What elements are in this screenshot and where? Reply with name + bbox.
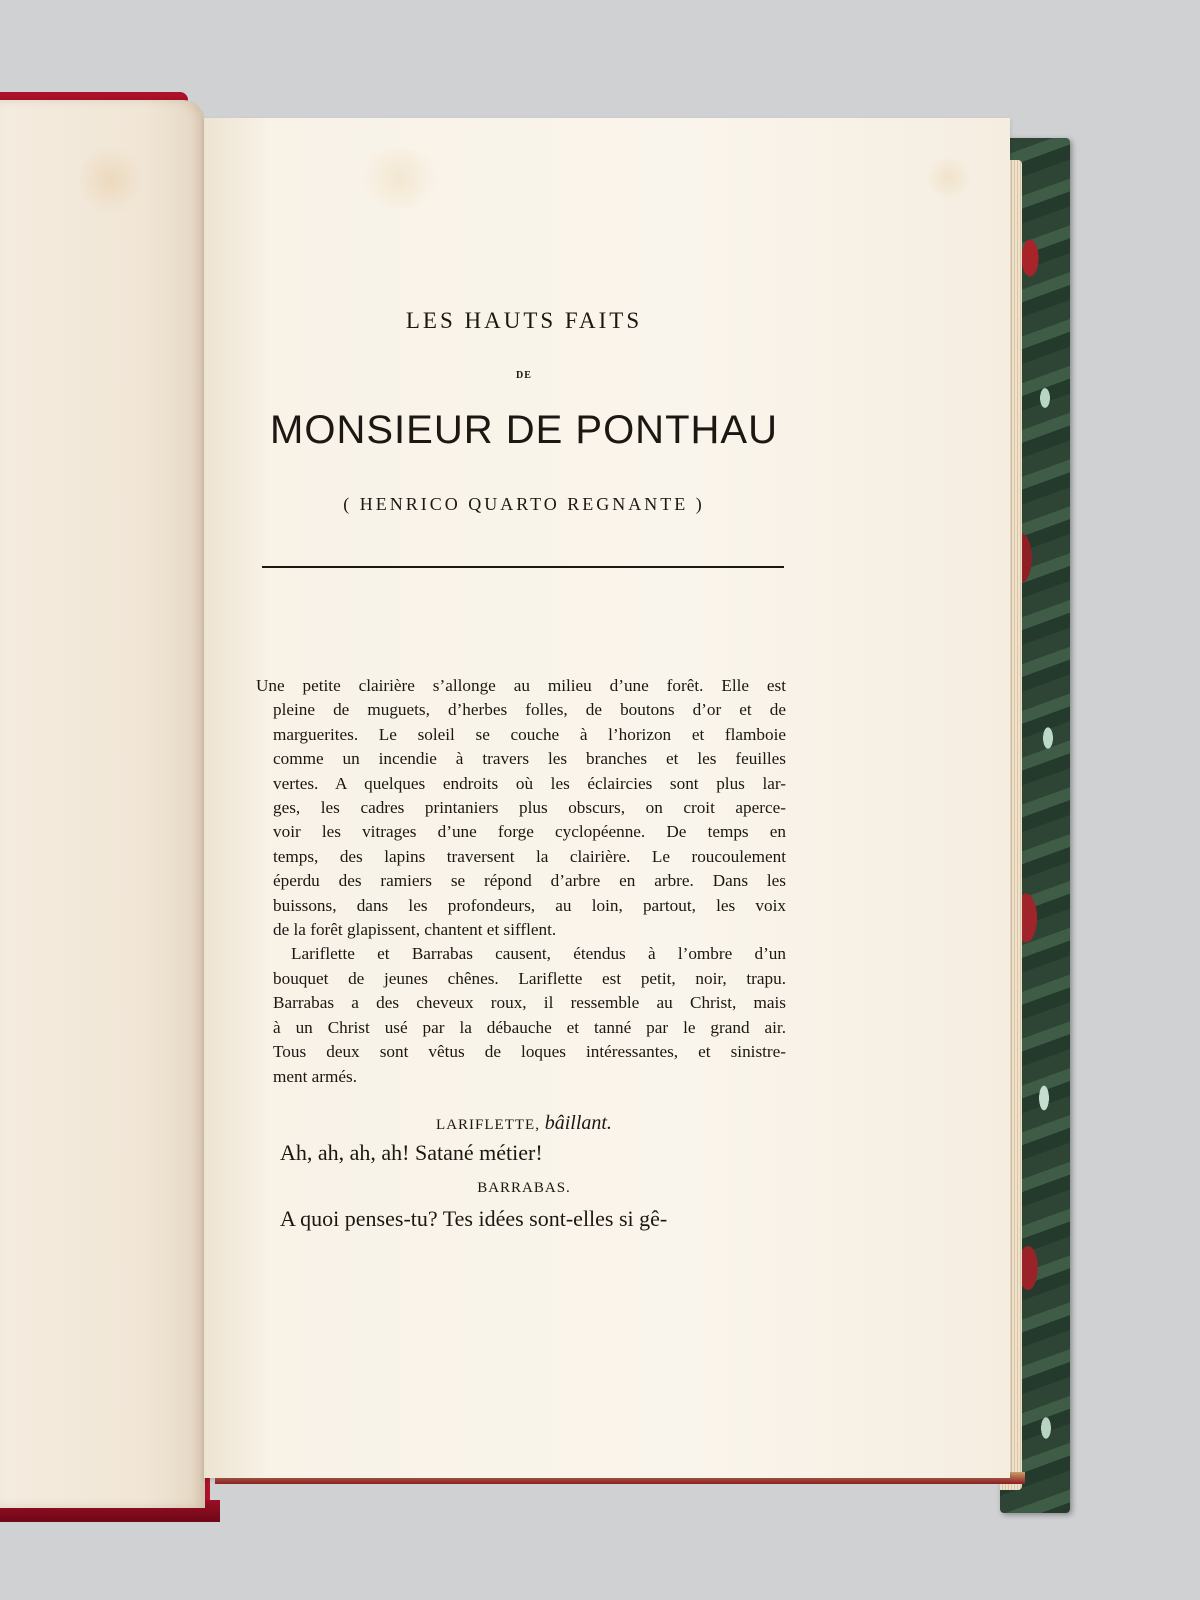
main-title: MONSIEUR DE PONTHAU	[270, 408, 778, 452]
speaker-barrabas: BARRABAS.	[477, 1180, 571, 1196]
text-line: ment armés.	[273, 1066, 357, 1086]
text-line: bouquet de jeunes chênes. Lariflette est petit, noir, trapu.	[273, 968, 786, 988]
left-page	[0, 100, 205, 1508]
text-line: voir les vitrages d’une forge cyclopéenne. De temps en	[273, 822, 786, 842]
text-line: ges, les cadres printaniers plus obscurs, on croit aperce-	[273, 798, 786, 818]
speaker-lariflette	[204, 1112, 844, 1135]
subtitle: ( HENRICO QUARTO REGNANTE )	[343, 494, 705, 514]
foxing-spot	[80, 140, 140, 220]
text-line: temps, des lapins traversent la clairière. Le roucoulement	[273, 846, 786, 866]
text-line: marguerites. Le soleil se couche à l’horizon et flamboie	[273, 724, 786, 744]
right-page	[204, 118, 1010, 1478]
text-line: de la forêt glapissent, chantent et sifflent.	[273, 920, 557, 940]
text-line: vertes. A quelques endroits où les éclaircies sont plus lar-	[273, 773, 786, 793]
horizontal-rule	[262, 566, 784, 568]
dialogue-line: A quoi penses-tu? Tes idées sont-elles si gê-	[280, 1206, 668, 1231]
text-line: comme un incendie à travers les branches et les feuilles	[273, 749, 786, 769]
text-line: buissons, dans les profondeurs, au loin, partout, les voix	[273, 895, 786, 915]
connector-word: DE	[516, 370, 532, 381]
text-line: Lariflette et Barrabas causent, étendus à l’ombre d’un	[291, 944, 786, 964]
foxing-spot	[354, 148, 444, 208]
stage-direction: bâillant.	[544, 1112, 612, 1134]
title-line: LES HAUTS FAITS	[405, 308, 643, 333]
speaker-name: LARIFLETTE,	[436, 1117, 540, 1133]
dialogue-line: Ah, ah, ah, ah! Satané métier!	[280, 1140, 543, 1165]
text-line: éperdu des ramiers se répond d’arbre en arbre. Dans les	[273, 871, 786, 891]
text-line: Tous deux sont vêtus de loques intéressantes, et sinistre-	[273, 1042, 786, 1062]
body-text	[256, 674, 786, 1089]
text-line: à un Christ usé par la débauche et tanné par le grand air.	[273, 1017, 786, 1037]
text-line: Une petite clairière s’allonge au milieu d’une forêt. Elle est	[256, 676, 786, 695]
foxing-spot	[924, 158, 974, 198]
text-line: pleine de muguets, d’herbes folles, de boutons d’or et de	[273, 700, 786, 720]
text-line: Barrabas a des cheveux roux, il ressemble au Christ, mais	[273, 993, 786, 1013]
